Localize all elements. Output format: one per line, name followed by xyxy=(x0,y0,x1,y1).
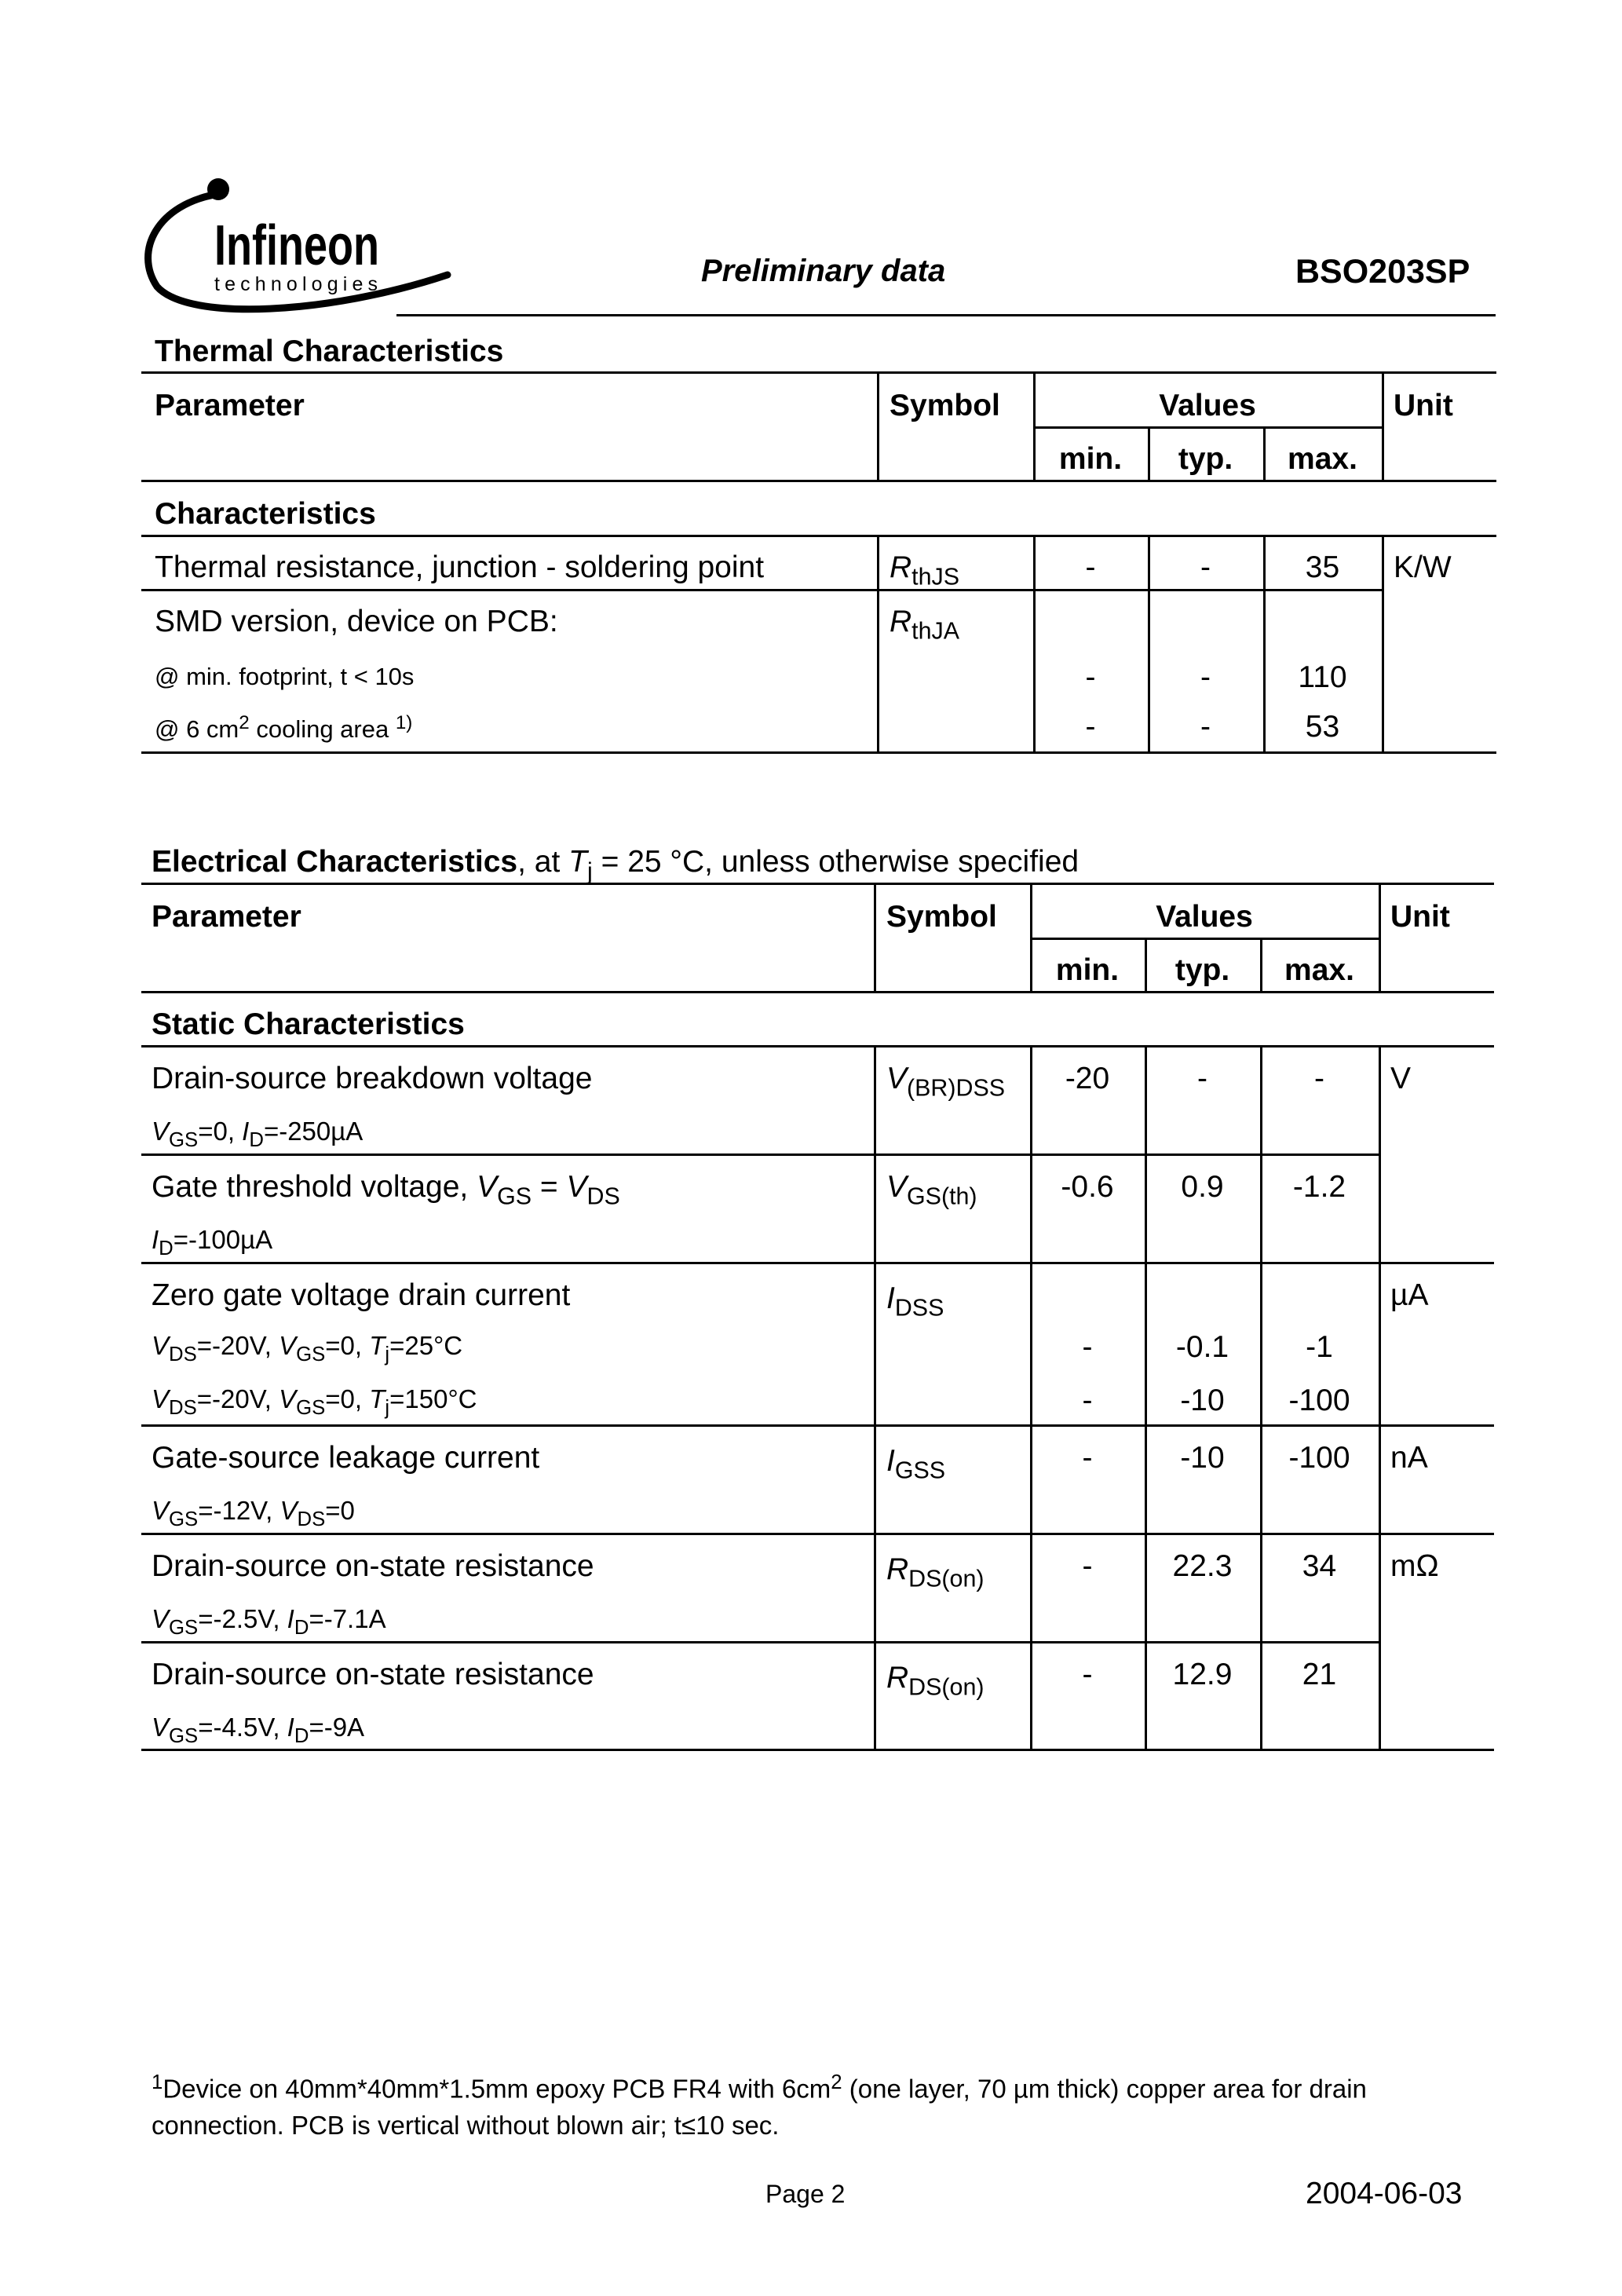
electrical-col-symbol: Symbol xyxy=(886,900,997,934)
table-row-condition: $I_D=-100\mu A$ xyxy=(152,1225,273,1260)
part-number: BSO203SP xyxy=(1295,253,1470,291)
electrical-col-min: min. xyxy=(1055,953,1120,987)
table-cell-min: - xyxy=(1085,550,1096,584)
rule xyxy=(874,883,876,991)
electrical-section-title: Electrical Characteristics, at $T_j = 25$ °C, unless otherwise specified xyxy=(152,845,1080,885)
table-row-condition: $V_{GS}=-12V$, $V_{DS}=0$ xyxy=(152,1496,355,1531)
table-cell-typ: 12.9 xyxy=(1172,1658,1233,1691)
table-cell-max: - xyxy=(1314,1062,1324,1095)
table-cell-max: 110 xyxy=(1298,660,1347,694)
table-row-param: Drain-source breakdown voltage xyxy=(152,1062,593,1095)
table-row-condition: $V_{DS}=-20V$, $V_{GS}=0$, $T_j=25^\circ C$ xyxy=(152,1331,463,1366)
table-cell-unit: µA xyxy=(1390,1278,1429,1312)
table-row-symbol: $R_{thJA}$ xyxy=(890,605,960,645)
table-cell-typ: 22.3 xyxy=(1172,1549,1233,1583)
thermal-col-values: Values xyxy=(1159,389,1256,422)
table-cell-typ: 0.9 xyxy=(1181,1170,1224,1204)
rule xyxy=(141,1641,1380,1643)
footnote-line-2: connection. PCB is vertical without blown air; t≤10 sec. xyxy=(152,2111,780,2140)
table-row-param: Gate threshold voltage, $V_{GS} = V_{DS}$ xyxy=(152,1170,620,1210)
table-row-param: SMD version, device on PCB: xyxy=(155,605,558,638)
electrical-col-unit: Unit xyxy=(1390,900,1450,934)
thermal-subheading: Characteristics xyxy=(155,497,376,531)
page-number: Page 2 xyxy=(765,2180,846,2208)
table-cell-min: - xyxy=(1082,1441,1093,1475)
footnote-line-1: $^1$Device on 40mm*40mm*1.5mm epoxy PCB FR4 with $6cm^2$ (one layer, 70 µm thick) copper area for drain xyxy=(152,2071,1367,2104)
thermal-col-unit: Unit xyxy=(1394,389,1453,422)
doc-title: Preliminary data xyxy=(701,254,946,288)
table-row-symbol: $V_{GS(th)}$ xyxy=(886,1170,977,1210)
electrical-col-max: max. xyxy=(1284,953,1354,987)
table-row-symbol: $R_{thJS}$ xyxy=(890,550,960,590)
table-cell-unit: mΩ xyxy=(1390,1549,1439,1583)
rule xyxy=(874,1045,876,1749)
table-row-condition: $V_{DS}=-20V$, $V_{GS}=0$, $T_j=150^\circ C$ xyxy=(152,1384,477,1420)
table-cell-min: -20 xyxy=(1065,1062,1110,1095)
table-row-param: Thermal resistance, junction - soldering point xyxy=(155,550,765,584)
table-cell-max: -1 xyxy=(1306,1330,1333,1364)
rule xyxy=(141,1424,1494,1427)
table-row-condition: $V_{GS}=0$, $I_D=-250\mu A$ xyxy=(152,1117,363,1152)
rule xyxy=(877,535,879,751)
table-row-param: Drain-source on-state resistance xyxy=(152,1658,594,1691)
table-row-symbol: $I_{GSS}$ xyxy=(886,1444,946,1484)
thermal-col-typ: typ. xyxy=(1178,442,1233,476)
rule xyxy=(141,1533,1494,1535)
table-row-condition: @ min. footprint, t < 10s xyxy=(155,663,415,690)
table-row-param: Gate-source leakage current xyxy=(152,1441,540,1475)
table-cell-unit: nA xyxy=(1390,1441,1428,1475)
table-cell-min: - xyxy=(1085,710,1096,744)
table-cell-min: - xyxy=(1082,1549,1093,1583)
thermal-section-title: Thermal Characteristics xyxy=(155,335,504,368)
table-row-param: Zero gate voltage drain current xyxy=(152,1278,571,1312)
table-cell-typ: - xyxy=(1200,710,1211,744)
table-cell-min: - xyxy=(1082,1658,1093,1691)
table-cell-typ: -10 xyxy=(1180,1384,1225,1417)
footer-date: 2004-06-03 xyxy=(1306,2177,1463,2210)
table-cell-max: -100 xyxy=(1288,1441,1350,1475)
table-cell-min: - xyxy=(1082,1384,1093,1417)
table-cell-unit: K/W xyxy=(1394,550,1452,584)
table-row-condition: @ 6 $cm^2$ cooling area $^{1)}$ xyxy=(155,712,413,743)
rule xyxy=(141,991,1494,993)
rule xyxy=(141,1262,1494,1264)
rule xyxy=(141,535,1496,537)
rule xyxy=(1379,1045,1381,1749)
electrical-subheading: Static Characteristics xyxy=(152,1007,465,1041)
rule xyxy=(141,751,1496,754)
logo-subtext: technologies xyxy=(214,273,378,295)
table-cell-typ: -0.1 xyxy=(1175,1330,1229,1364)
rule xyxy=(1382,535,1384,751)
table-cell-max: 35 xyxy=(1305,550,1340,584)
electrical-col-typ: typ. xyxy=(1174,953,1230,987)
rule xyxy=(141,371,1496,374)
table-row-symbol: $R_{DS(on)}$ xyxy=(886,1661,985,1701)
table-row-param: Drain-source on-state resistance xyxy=(152,1549,594,1583)
table-cell-max: -1.2 xyxy=(1292,1170,1346,1204)
table-cell-typ: - xyxy=(1197,1062,1207,1095)
rule xyxy=(141,1153,1380,1156)
rule xyxy=(1035,426,1382,429)
rule xyxy=(141,883,1494,885)
table-row-condition: $V_{GS}=-4.5V$, $I_D=-9A$ xyxy=(152,1713,365,1748)
table-row-symbol: $R_{DS(on)}$ xyxy=(886,1552,985,1592)
infineon-logo xyxy=(133,177,463,322)
table-cell-min: - xyxy=(1085,660,1096,694)
electrical-col-values: Values xyxy=(1156,900,1253,934)
table-cell-unit: V xyxy=(1390,1062,1412,1095)
table-cell-max: 34 xyxy=(1302,1549,1337,1583)
rule xyxy=(877,371,879,480)
table-cell-max: 53 xyxy=(1305,710,1340,744)
table-cell-max: -100 xyxy=(1288,1384,1350,1417)
logo-wordmark: Infineon xyxy=(214,214,379,277)
electrical-col-parameter: Parameter xyxy=(152,900,301,934)
rule xyxy=(141,1045,1494,1047)
rule xyxy=(141,480,1496,482)
rule xyxy=(1382,371,1384,480)
thermal-col-symbol: Symbol xyxy=(890,389,1000,422)
rule xyxy=(141,1749,1494,1751)
table-cell-typ: - xyxy=(1200,550,1211,584)
table-cell-max: 21 xyxy=(1302,1658,1337,1691)
thermal-col-max: max. xyxy=(1288,442,1357,476)
rule xyxy=(1379,883,1381,991)
header-rule xyxy=(396,314,1496,316)
table-row-condition: $V_{GS}=-2.5V$, $I_D=-7.1A$ xyxy=(152,1604,386,1640)
table-row-symbol: $V_{(BR)DSS}$ xyxy=(886,1062,1006,1102)
table-cell-typ: -10 xyxy=(1180,1441,1225,1475)
thermal-col-parameter: Parameter xyxy=(155,389,305,422)
table-cell-min: -0.6 xyxy=(1061,1170,1114,1204)
rule xyxy=(1032,938,1379,940)
rule xyxy=(141,589,1383,591)
table-cell-typ: - xyxy=(1200,660,1211,694)
table-row-symbol: $I_{DSS}$ xyxy=(886,1281,944,1322)
table-cell-min: - xyxy=(1082,1330,1093,1364)
thermal-col-min: min. xyxy=(1058,442,1123,476)
